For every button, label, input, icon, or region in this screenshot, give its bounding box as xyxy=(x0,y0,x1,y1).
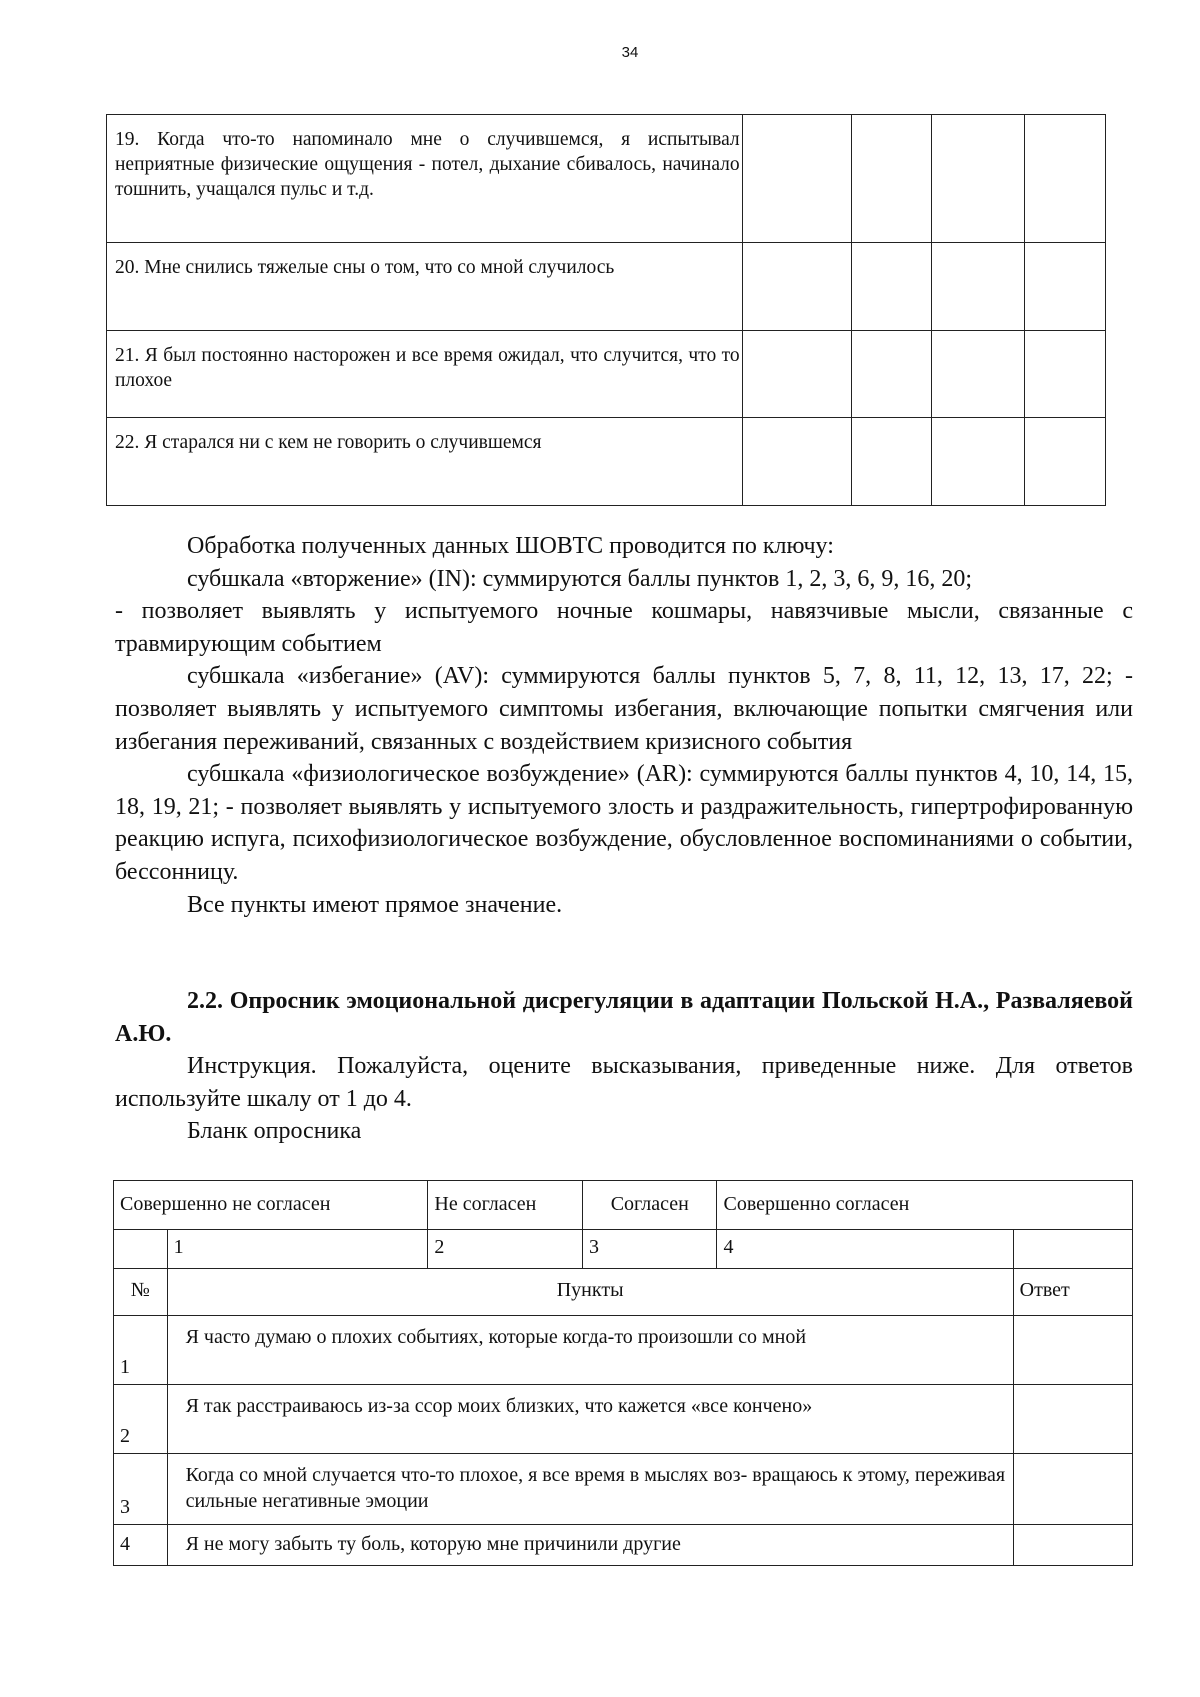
answer-cell[interactable] xyxy=(852,115,932,243)
num-header: № xyxy=(114,1269,168,1316)
header-row xyxy=(114,1269,1133,1316)
answer-header: Ответ xyxy=(1013,1269,1132,1316)
direct-value-note: Все пункты имеют прямое значение. xyxy=(187,891,563,918)
answer-cell[interactable] xyxy=(742,243,851,331)
scale-number: 1 xyxy=(167,1230,428,1269)
item-number: 2 xyxy=(114,1385,168,1454)
item-text: Я часто думаю о плохих событиях, которые когда-то произошли со мной xyxy=(167,1316,1013,1385)
ptsd-items-table xyxy=(106,114,1106,506)
answer-cell[interactable] xyxy=(1025,331,1106,418)
item-text: 22. Я старался ни с кем не говорить о случившемся xyxy=(107,418,743,506)
subscale-in-description: - позволяет выявлять у испытуемого ночные кошмары, навязчивые мысли, связанные с травмирующим событием xyxy=(115,598,1133,657)
answer-cell[interactable] xyxy=(1013,1316,1132,1385)
item-number: 1 xyxy=(114,1316,168,1385)
answer-cell[interactable] xyxy=(931,331,1025,418)
answer-cell[interactable] xyxy=(742,331,851,418)
section-2-2 xyxy=(115,985,1133,1148)
answer-cell[interactable] xyxy=(742,418,851,506)
answer-cell[interactable] xyxy=(931,243,1025,331)
answer-cell[interactable] xyxy=(1025,243,1106,331)
answer-cell[interactable] xyxy=(1013,1525,1132,1566)
subscale-ar: субшкала «физиологическое возбуждение» (AR): суммируются баллы пунктов 4, 10, 14, 15, 18, 19, 21; - позволяет выявлять у испытуемого злость и раздражительность, гипертрофированную реакцию испуга, психофизиологическое возбуждение, обусловленное воспоминаниями о событии, бессонницу. xyxy=(115,761,1133,885)
item-number: 3 xyxy=(114,1454,168,1525)
scale-number: 2 xyxy=(428,1230,583,1269)
form-label: Бланк опросника xyxy=(187,1118,362,1145)
table-row xyxy=(114,1525,1133,1566)
scale-label: Совершенно согласен xyxy=(717,1181,1133,1230)
items-header: Пункты xyxy=(167,1269,1013,1316)
item-number: 4 xyxy=(114,1525,168,1566)
item-text: 21. Я был постоянно насторожен и все время ожидал, что случится, что то плохое xyxy=(107,331,743,418)
answer-cell[interactable] xyxy=(1025,418,1106,506)
empty-cell xyxy=(114,1230,168,1269)
questionnaire-table xyxy=(113,1180,1133,1566)
table-row xyxy=(114,1316,1133,1385)
scale-label: Не согласен xyxy=(428,1181,583,1230)
section-heading: 2.2. Опросник эмоциональной дисрегуляции в адаптации Польской Н.А., Разваляевой А.Ю. xyxy=(115,988,1133,1047)
answer-cell[interactable] xyxy=(852,331,932,418)
answer-cell[interactable] xyxy=(742,115,851,243)
item-text: Я так расстраиваюсь из-за ссор моих близких, что кажется «все кончено» xyxy=(167,1385,1013,1454)
scale-label: Согласен xyxy=(583,1181,717,1230)
processing-section xyxy=(115,530,1133,921)
scale-number: 3 xyxy=(583,1230,717,1269)
subscale-in: субшкала «вторжение» (IN): суммируются баллы пунктов 1, 2, 3, 6, 9, 16, 20; xyxy=(187,565,973,592)
item-text: Когда со мной случается что-то плохое, я все время в мыслях воз- вращаюсь к этому, переживая сильные негативные эмоции xyxy=(167,1454,1013,1525)
page-number: 34 xyxy=(621,44,639,61)
scale-number: 4 xyxy=(717,1230,1013,1269)
answer-cell[interactable] xyxy=(1013,1454,1132,1525)
answer-cell[interactable] xyxy=(931,115,1025,243)
answer-cell[interactable] xyxy=(1025,115,1106,243)
table-row xyxy=(107,115,1106,243)
table-row xyxy=(107,243,1106,331)
scale-labels-row xyxy=(114,1181,1133,1230)
answer-cell[interactable] xyxy=(1013,1385,1132,1454)
scale-label: Совершенно не согласен xyxy=(114,1181,428,1230)
table-row xyxy=(107,331,1106,418)
item-text: Я не могу забыть ту боль, которую мне причинили другие xyxy=(167,1525,1013,1566)
item-text: 19. Когда что-то напоминало мне о случившемся, я испытывал неприятные физические ощущения - потел, дыхание сбивалось, начинало тошнить, учащался пульс и т.д. xyxy=(107,115,743,243)
table-row xyxy=(114,1385,1133,1454)
table-row xyxy=(114,1454,1133,1525)
subscale-av: субшкала «избегание» (AV): суммируются баллы пунктов 5, 7, 8, 11, 12, 13, 17, 22; - позволяет выявлять у испытуемого симптомы избегания, включающие попытки смягчения или избегания переживаний, связанных с воздействием кризисного события xyxy=(115,663,1133,755)
empty-cell xyxy=(1013,1230,1132,1269)
answer-cell[interactable] xyxy=(931,418,1025,506)
scale-numbers-row xyxy=(114,1230,1133,1269)
processing-intro: Обработка полученных данных ШОВТС проводится по ключу: xyxy=(187,533,834,559)
table-row xyxy=(107,418,1106,506)
answer-cell[interactable] xyxy=(852,243,932,331)
answer-cell[interactable] xyxy=(852,418,932,506)
item-text: 20. Мне снились тяжелые сны о том, что со мной случилось xyxy=(107,243,743,331)
instruction-text: Инструкция. Пожалуйста, оцените высказывания, приведенные ниже. Для ответов используйте шкалу от 1 до 4. xyxy=(115,1053,1133,1112)
